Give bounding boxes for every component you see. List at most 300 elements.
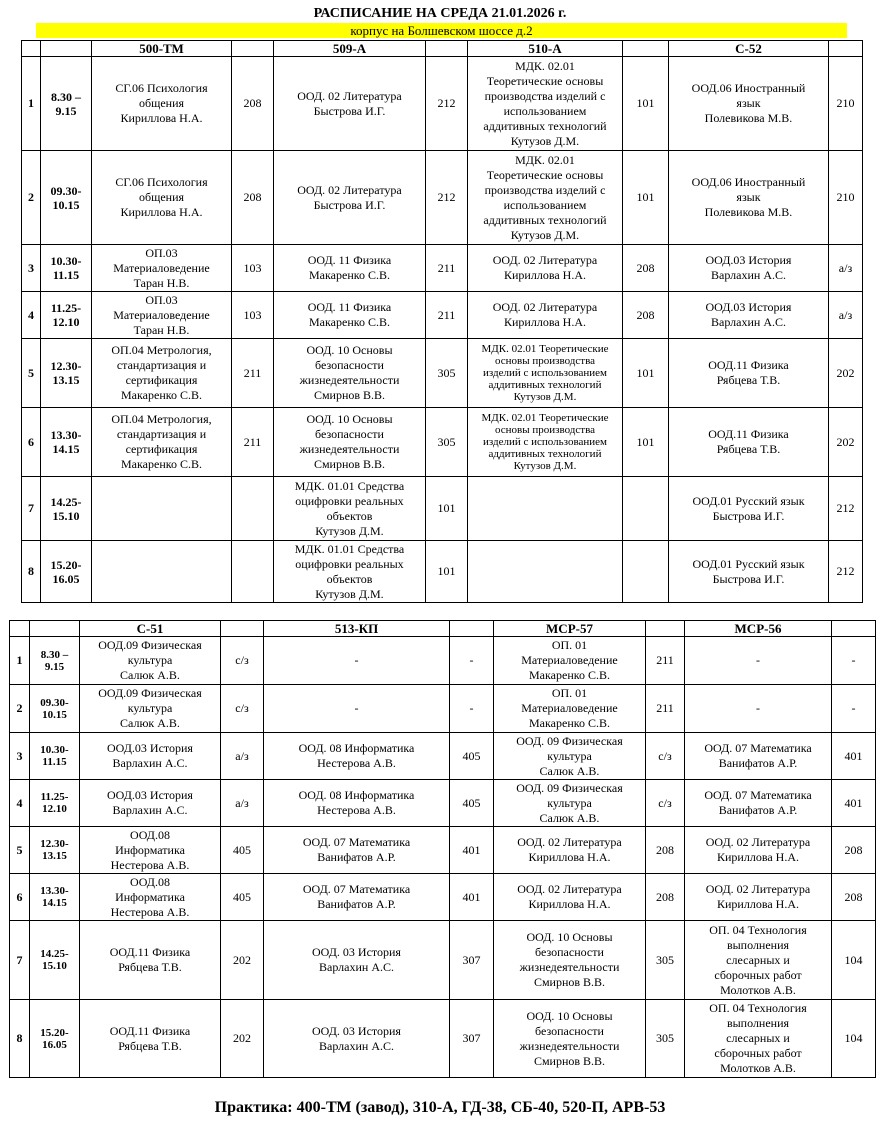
cell-text-line: Кириллова Н.А. bbox=[504, 268, 586, 282]
cell-text-line: 15.20- bbox=[40, 1026, 69, 1039]
subject-cell bbox=[274, 151, 426, 245]
cell-text-line: 15.10 bbox=[42, 960, 67, 972]
table-row bbox=[10, 827, 876, 874]
table-row bbox=[10, 637, 876, 685]
cell-text-line: Салюк А.В. bbox=[539, 763, 600, 778]
cell-text-line: Кутузов Д.М. bbox=[513, 460, 577, 472]
table-row bbox=[22, 292, 863, 339]
cell-text-line: Макаренко С.В. bbox=[529, 668, 610, 682]
header-time-cell bbox=[30, 621, 80, 637]
room-cell: а/з bbox=[829, 245, 863, 292]
lesson-time bbox=[41, 151, 92, 245]
cell-text-line: Молотков А.В. bbox=[720, 982, 796, 997]
room-cell bbox=[232, 477, 274, 541]
subject-cell bbox=[685, 921, 832, 1000]
lesson-time bbox=[30, 1000, 80, 1078]
cell-text-line: ООД. 10 Основы bbox=[526, 930, 613, 944]
room-cell: 405 bbox=[450, 733, 494, 780]
cell-text-line: безопасности bbox=[315, 358, 384, 372]
cell-text-line: Макаренко С.В. bbox=[121, 388, 202, 402]
room-header-cell bbox=[232, 41, 274, 57]
room-cell: 103 bbox=[232, 292, 274, 339]
table-body bbox=[10, 637, 876, 1078]
cell-text-line: ООД. 07 Математика bbox=[302, 882, 411, 896]
subject-cell bbox=[80, 921, 221, 1000]
cell-text-line: 10.30- bbox=[40, 744, 69, 756]
room-cell: 101 bbox=[426, 477, 468, 541]
table-row bbox=[22, 541, 863, 603]
room-cell: с/з bbox=[221, 685, 264, 733]
cell-text-line: ООД. 02 Литература bbox=[517, 835, 622, 849]
subject-cell bbox=[264, 874, 450, 921]
cell-text-line: язык bbox=[736, 96, 761, 110]
cell-text-line: использованием bbox=[503, 197, 587, 212]
room-cell: с/з bbox=[646, 733, 685, 780]
subject-cell bbox=[274, 292, 426, 339]
subject-cell bbox=[494, 733, 646, 780]
cell-text-line: Смирнов В.В. bbox=[313, 388, 386, 402]
cell-text-line: ООД. 02 Литература bbox=[705, 835, 811, 849]
cell-text-line: Кутузов Д.М. bbox=[315, 586, 384, 601]
subject-cell bbox=[669, 477, 829, 541]
room-cell: 305 bbox=[646, 1000, 685, 1078]
room-cell: 104 bbox=[832, 1000, 876, 1078]
cell-text-line: ООД.11 Физика bbox=[109, 1023, 191, 1038]
cell-text-line: Рябцева Т.В. bbox=[118, 1038, 182, 1053]
cell-text-line: жизнедеятельности bbox=[519, 960, 620, 974]
cell-text-line: ОП.03 bbox=[145, 292, 178, 307]
room-cell: 401 bbox=[450, 827, 494, 874]
cell-text-line: МДК. 02.01 bbox=[515, 152, 575, 167]
room-cell: 401 bbox=[832, 733, 876, 780]
cell-text-line: Макаренко С.В. bbox=[309, 268, 390, 282]
subject-cell bbox=[685, 637, 832, 685]
room-cell: 401 bbox=[450, 874, 494, 921]
room-cell: 405 bbox=[221, 827, 264, 874]
subject-cell bbox=[669, 408, 829, 477]
cell-text-line: ООД.08 bbox=[130, 827, 170, 842]
cell-text-line: ОП. 01 bbox=[551, 638, 588, 652]
cell-text-line: Кириллова Н.А. bbox=[504, 315, 586, 329]
cell-text-line: ООД.03 История bbox=[705, 300, 792, 314]
cell-text-line: ООД. 11 Физика bbox=[307, 253, 392, 267]
room-header-cell bbox=[450, 621, 494, 637]
cell-text-line: оцифровки реальных bbox=[295, 556, 404, 571]
cell-text-line: Варлахин А.С. bbox=[112, 756, 188, 770]
lesson-number: 2 bbox=[22, 151, 41, 245]
cell-text-line: Варлахин А.С. bbox=[112, 803, 188, 817]
room-cell: 307 bbox=[450, 921, 494, 1000]
room-cell: 212 bbox=[829, 477, 863, 541]
room-header-cell bbox=[646, 621, 685, 637]
lesson-number: 6 bbox=[10, 874, 30, 921]
room-cell: 101 bbox=[623, 151, 669, 245]
lesson-number: 1 bbox=[10, 637, 30, 685]
practice-footer: Практика: 400-ТМ (завод), 310-А, ГД-38, СБ-40, 520-П, АРВ-53 bbox=[214, 1099, 666, 1116]
cell-text-line: жизнедеятельности bbox=[299, 373, 400, 387]
table-row bbox=[10, 1000, 876, 1078]
cell-text-line: выполнения bbox=[726, 937, 790, 952]
subject-cell bbox=[685, 780, 832, 827]
cell-text-line: стандартизация и bbox=[116, 427, 207, 441]
cell-text-line: Кириллова Н.А. bbox=[717, 897, 799, 911]
lesson-number: 4 bbox=[22, 292, 41, 339]
cell-text-line: Рябцева Т.В. bbox=[716, 442, 781, 456]
cell-text-line: аддитивных технологий bbox=[483, 118, 607, 133]
table-row bbox=[22, 57, 863, 151]
room-cell: 101 bbox=[623, 339, 669, 408]
cell-text-line: Рябцева Т.В. bbox=[716, 373, 781, 387]
cell-text-line: Салюк А.В. bbox=[120, 668, 180, 682]
cell-text-line: 16.05 bbox=[42, 1038, 67, 1051]
room-cell: а/з bbox=[829, 292, 863, 339]
cell-text-line: ООД.01 Русский язык bbox=[692, 493, 805, 508]
subject-cell bbox=[669, 541, 829, 603]
cell-text-line: культура bbox=[547, 795, 592, 810]
cell-text-line: Информатика bbox=[115, 889, 185, 904]
group-header: 510-А bbox=[468, 41, 623, 57]
room-cell: 208 bbox=[646, 827, 685, 874]
table-row bbox=[10, 780, 876, 827]
cell-text-line: ООД. 02 Литература bbox=[297, 182, 402, 197]
room-cell: 211 bbox=[646, 685, 685, 733]
cell-text-line: Быстрова И.Г. bbox=[712, 508, 785, 523]
cell-text-line: 9.15 bbox=[44, 660, 65, 673]
cell-text-line: безопасности bbox=[535, 1023, 604, 1038]
room-cell: 202 bbox=[221, 921, 264, 1000]
subject-cell bbox=[468, 57, 623, 151]
room-cell: 305 bbox=[426, 339, 468, 408]
cell-text-line: ОП.03 bbox=[145, 245, 178, 260]
cell-text-line: аддитивных технологий bbox=[488, 379, 602, 391]
room-cell: 305 bbox=[426, 408, 468, 477]
subject-cell bbox=[92, 292, 232, 339]
room-header-cell bbox=[221, 621, 264, 637]
cell-text-line: Нестерова А.В. bbox=[110, 904, 190, 919]
building-subtitle: корпус на Болшевском шоссе д.2 bbox=[36, 23, 847, 38]
cell-text-line: безопасности bbox=[315, 427, 384, 441]
cell-text-line: аддитивных технологий bbox=[488, 448, 602, 460]
lesson-number: 4 bbox=[10, 780, 30, 827]
subject-cell bbox=[685, 874, 832, 921]
lesson-time bbox=[41, 477, 92, 541]
cell-text-line: сборочных работ bbox=[714, 967, 802, 982]
room-cell: 211 bbox=[232, 408, 274, 477]
table-header-row bbox=[10, 621, 876, 637]
cell-text-line: сертификация bbox=[125, 442, 198, 456]
cell-text-line: ООД.11 Физика bbox=[708, 427, 789, 441]
cell-text-line: ОП. 04 Технология bbox=[709, 922, 807, 937]
lesson-time bbox=[30, 637, 80, 685]
group-header: МСР-57 bbox=[494, 621, 646, 637]
cell-text-line: 8.30 – bbox=[40, 648, 69, 661]
room-cell bbox=[232, 541, 274, 603]
room-cell: 202 bbox=[829, 339, 863, 408]
cell-text-line: 14.25- bbox=[50, 494, 82, 509]
cell-text-line: Кутузов Д.М. bbox=[315, 523, 384, 538]
cell-text-line: 13.15 bbox=[52, 373, 80, 387]
room-cell: 305 bbox=[646, 921, 685, 1000]
group-header: 513-КП bbox=[264, 621, 450, 637]
subject-cell bbox=[80, 733, 221, 780]
subject-cell bbox=[669, 339, 829, 408]
lesson-time bbox=[30, 874, 80, 921]
cell-text-line: сборочных работ bbox=[714, 1046, 802, 1060]
subject-cell bbox=[264, 733, 450, 780]
cell-text-line: 11.25- bbox=[50, 301, 82, 315]
room-cell: с/з bbox=[221, 637, 264, 685]
cell-text-line: безопасности bbox=[535, 945, 604, 959]
cell-text-line: Кириллова Н.А. bbox=[120, 111, 203, 125]
room-cell: - bbox=[450, 637, 494, 685]
cell-text-line: ООД. 03 История bbox=[312, 945, 401, 959]
subject-cell bbox=[669, 57, 829, 151]
cell-text-line: Ванифатов А.Р. bbox=[718, 803, 798, 817]
schedule-table-2 bbox=[9, 620, 876, 1078]
cell-text-line: слесарных и bbox=[726, 952, 790, 967]
cell-text-line: Варлахин А.С. bbox=[711, 268, 786, 282]
room-cell: 401 bbox=[832, 780, 876, 827]
subject-cell bbox=[274, 408, 426, 477]
cell-text-line: ООД. 02 Литература bbox=[705, 882, 811, 896]
cell-text-line: 11.25- bbox=[40, 791, 69, 803]
cell-text-line: ОП.04 Метрология, bbox=[111, 343, 212, 357]
cell-text-line: стандартизация и bbox=[116, 358, 207, 372]
lesson-number: 7 bbox=[10, 921, 30, 1000]
room-cell: 208 bbox=[623, 292, 669, 339]
room-cell: 212 bbox=[829, 541, 863, 603]
room-cell: 208 bbox=[832, 874, 876, 921]
lesson-number: 7 bbox=[22, 477, 41, 541]
lesson-time bbox=[41, 57, 92, 151]
cell-text-line: ООД. 09 Физическая bbox=[516, 780, 623, 795]
room-header-cell bbox=[426, 41, 468, 57]
lesson-time bbox=[41, 339, 92, 408]
room-cell: а/з bbox=[221, 733, 264, 780]
room-cell: 208 bbox=[832, 827, 876, 874]
room-header-cell bbox=[829, 41, 863, 57]
subject-cell bbox=[274, 245, 426, 292]
room-cell: 307 bbox=[450, 1000, 494, 1078]
cell-text-line: Материаловедение bbox=[113, 260, 210, 275]
cell-text-line: 15.20- bbox=[50, 557, 82, 572]
table-row bbox=[10, 874, 876, 921]
cell-text-line: 13.15 bbox=[42, 850, 67, 862]
cell-text-line: Смирнов В.В. bbox=[533, 975, 606, 989]
subject-cell bbox=[80, 874, 221, 921]
cell-text-line: 10.30- bbox=[50, 254, 82, 268]
cell-text-line: Таран Н.В. bbox=[133, 275, 190, 290]
table-row bbox=[22, 245, 863, 292]
room-cell: 212 bbox=[426, 57, 468, 151]
cell-text-line: слесарных и bbox=[726, 1031, 790, 1045]
group-header: С-51 bbox=[80, 621, 221, 637]
lesson-time bbox=[30, 827, 80, 874]
cell-text-line: 11.15 bbox=[42, 756, 67, 768]
cell-text-line: ООД. 02 Литература bbox=[297, 88, 402, 103]
room-cell: 104 bbox=[832, 921, 876, 1000]
subject-cell bbox=[494, 1000, 646, 1078]
cell-text-line: ООД.03 История bbox=[107, 741, 193, 755]
cell-text-line: 12.30- bbox=[50, 359, 82, 373]
cell-text-line: сертификация bbox=[125, 373, 198, 387]
table-row bbox=[10, 733, 876, 780]
cell-text-line: ООД. 10 Основы bbox=[526, 1008, 613, 1023]
room-cell: 208 bbox=[232, 151, 274, 245]
cell-text-line: ООД. 09 Физическая bbox=[516, 733, 623, 748]
cell-text-line: Ванифатов А.Р. bbox=[317, 897, 396, 911]
subject-cell bbox=[468, 477, 623, 541]
cell-text-line: ООД. 07 Математика bbox=[704, 741, 812, 755]
subject-cell bbox=[685, 733, 832, 780]
cell-text-line: Варлахин А.С. bbox=[711, 315, 786, 329]
room-cell: 103 bbox=[232, 245, 274, 292]
subject-cell bbox=[468, 292, 623, 339]
lesson-number: 5 bbox=[10, 827, 30, 874]
subject-cell bbox=[274, 541, 426, 603]
subject-cell bbox=[468, 245, 623, 292]
room-cell: 101 bbox=[623, 57, 669, 151]
cell-text-line: культура bbox=[127, 701, 173, 715]
subject-cell bbox=[468, 151, 623, 245]
subject-cell bbox=[92, 151, 232, 245]
cell-text-line: 12.10 bbox=[52, 315, 80, 329]
cell-text-line: 13.30- bbox=[40, 885, 69, 897]
cell-text-line: 09.30- bbox=[40, 696, 69, 709]
lesson-time bbox=[30, 685, 80, 733]
cell-text-line: Макаренко С.В. bbox=[121, 457, 202, 471]
cell-text-line: производства изделий с bbox=[484, 182, 606, 197]
room-cell: - bbox=[450, 685, 494, 733]
cell-text-line: Кутузов Д.М. bbox=[510, 227, 580, 242]
cell-text-line: 10.15 bbox=[42, 708, 67, 721]
header-num-cell bbox=[22, 41, 41, 57]
lesson-time bbox=[30, 921, 80, 1000]
cell-text-line: Салюк А.В. bbox=[120, 716, 180, 730]
subject-cell bbox=[264, 1000, 450, 1078]
subject-cell bbox=[92, 408, 232, 477]
cell-text-line: Полевикова М.В. bbox=[704, 111, 793, 125]
cell-text-line: 9.15 bbox=[55, 103, 77, 118]
cell-text-line: 14.15 bbox=[42, 897, 67, 909]
subject-cell bbox=[468, 541, 623, 603]
cell-text-line: Варлахин А.С. bbox=[319, 1038, 394, 1053]
cell-text-line: Ванифатов А.Р. bbox=[718, 756, 798, 770]
lesson-time bbox=[41, 541, 92, 603]
room-cell: 211 bbox=[646, 637, 685, 685]
cell-text-line: - bbox=[756, 653, 760, 667]
lesson-number: 1 bbox=[22, 57, 41, 151]
cell-text-line: Макаренко С.В. bbox=[309, 315, 390, 329]
cell-text-line: ООД.09 Физическая bbox=[98, 686, 202, 700]
cell-text-line: Нестерова А.В. bbox=[110, 857, 190, 872]
cell-text-line: Кириллова Н.А. bbox=[528, 897, 611, 911]
cell-text-line: Информатика bbox=[115, 842, 185, 857]
cell-text-line: 15.10 bbox=[52, 508, 80, 523]
lesson-number: 3 bbox=[10, 733, 30, 780]
cell-text-line: 16.05 bbox=[52, 571, 80, 586]
subject-cell bbox=[92, 541, 232, 603]
subject-cell bbox=[92, 245, 232, 292]
room-header-cell bbox=[623, 41, 669, 57]
subject-cell bbox=[669, 292, 829, 339]
cell-text-line: - bbox=[354, 653, 359, 667]
cell-text-line: ООД.03 История bbox=[107, 788, 193, 802]
cell-text-line: аддитивных технологий bbox=[483, 212, 607, 227]
cell-text-line: Материаловедение bbox=[113, 307, 210, 322]
cell-text-line: объектов bbox=[326, 508, 373, 523]
lesson-number: 5 bbox=[22, 339, 41, 408]
cell-text-line: язык bbox=[736, 190, 761, 204]
subject-cell bbox=[494, 637, 646, 685]
subject-cell bbox=[669, 151, 829, 245]
subject-cell bbox=[494, 874, 646, 921]
cell-text-line: Теоретические основы bbox=[486, 167, 604, 182]
page-title: РАСПИСАНИЕ НА СРЕДА 21.01.2026 г. bbox=[313, 6, 567, 21]
subject-cell bbox=[92, 339, 232, 408]
cell-text-line: использованием bbox=[503, 103, 587, 118]
subject-cell bbox=[80, 827, 221, 874]
cell-text-line: ООД.06 Иностранный bbox=[691, 81, 806, 95]
group-header: 500-ТМ bbox=[92, 41, 232, 57]
cell-text-line: 14.25- bbox=[40, 948, 69, 960]
cell-text-line: 12.10 bbox=[42, 803, 67, 815]
room-cell: 202 bbox=[829, 408, 863, 477]
cell-text-line: 8.30 – bbox=[51, 89, 81, 104]
room-cell bbox=[623, 477, 669, 541]
subject-cell bbox=[468, 408, 623, 477]
cell-text-line: ООД.08 bbox=[130, 874, 170, 889]
room-cell: 405 bbox=[450, 780, 494, 827]
cell-text-line: Кутузов Д.М. bbox=[510, 133, 580, 148]
cell-text-line: - bbox=[354, 701, 359, 715]
room-cell: 212 bbox=[426, 151, 468, 245]
subject-cell bbox=[80, 1000, 221, 1078]
cell-text-line: культура bbox=[547, 748, 592, 763]
cell-text-line: ООД.03 История bbox=[705, 253, 792, 267]
cell-text-line: жизнедеятельности bbox=[519, 1038, 620, 1053]
cell-text-line: производства изделий с bbox=[484, 88, 606, 103]
table-body bbox=[22, 57, 863, 603]
cell-text-line: Макаренко С.В. bbox=[529, 716, 610, 730]
header-time-cell bbox=[41, 41, 92, 57]
lesson-time bbox=[41, 245, 92, 292]
room-header-cell bbox=[832, 621, 876, 637]
cell-text-line: оцифровки реальных bbox=[295, 493, 404, 508]
table-row bbox=[10, 921, 876, 1000]
subject-cell bbox=[685, 1000, 832, 1078]
cell-text-line: ООД. 08 Информатика bbox=[298, 788, 415, 802]
subject-cell bbox=[669, 245, 829, 292]
cell-text-line: Кириллова Н.А. bbox=[717, 850, 799, 864]
cell-text-line: СГ.06 Психология bbox=[115, 175, 208, 189]
room-cell bbox=[623, 541, 669, 603]
room-cell: 202 bbox=[221, 1000, 264, 1078]
cell-text-line: МДК. 02.01 Теоретические bbox=[481, 343, 609, 355]
cell-text-line: ООД. 11 Физика bbox=[307, 300, 392, 314]
cell-text-line: Смирнов В.В. bbox=[313, 457, 386, 471]
lesson-time bbox=[30, 780, 80, 827]
cell-text-line: ОП.04 Метрология, bbox=[111, 412, 212, 426]
table-header-row bbox=[22, 41, 863, 57]
room-cell: с/з bbox=[646, 780, 685, 827]
cell-text-line: основы производства bbox=[494, 355, 595, 367]
lesson-time bbox=[41, 408, 92, 477]
cell-text-line: Быстрова И.Г. bbox=[712, 571, 785, 586]
cell-text-line: ООД.09 Физическая bbox=[98, 638, 202, 652]
cell-text-line: изделий с использованием bbox=[482, 367, 607, 379]
schedule-table-1 bbox=[21, 40, 863, 603]
